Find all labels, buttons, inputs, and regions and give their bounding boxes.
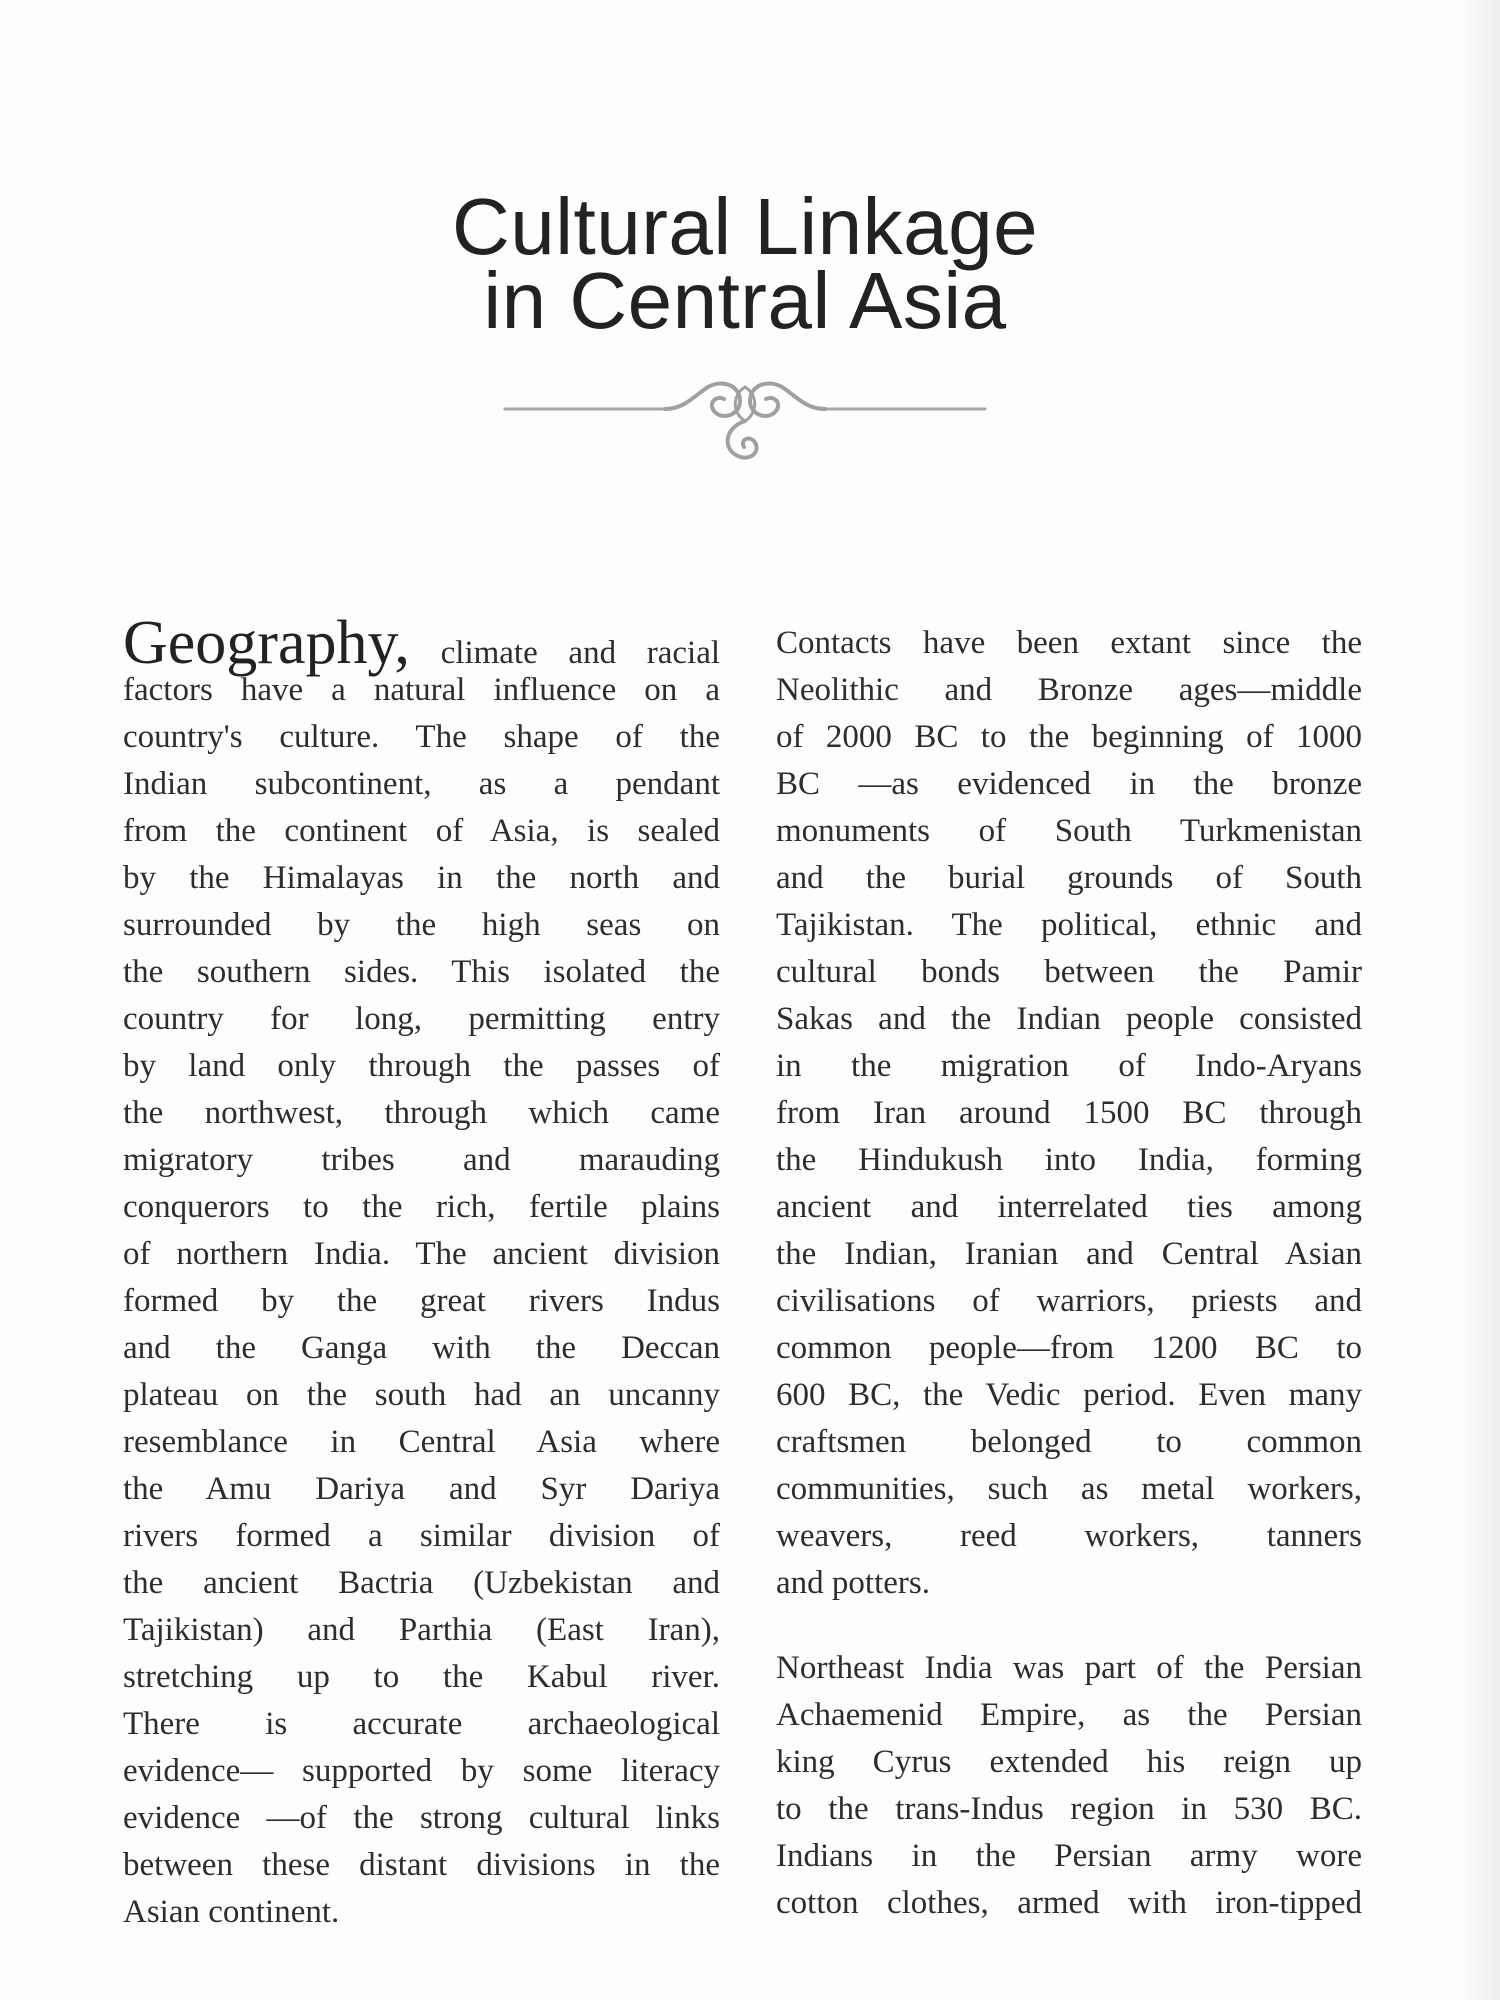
text-line: from the continent of Asia, is sealed	[123, 813, 720, 849]
text-line: There is accurate archaeological	[123, 1706, 720, 1742]
text-line: the Hindukush into India, forming	[776, 1142, 1362, 1178]
text-line: 600 BC, the Vedic period. Even many	[776, 1377, 1362, 1413]
text-line: migratory tribes and marauding	[123, 1142, 720, 1178]
text-line: king Cyrus extended his reign up	[776, 1744, 1362, 1780]
chapter-title-line-2: in Central Asia	[483, 256, 1007, 345]
text-line: cultural bonds between the Pamir	[776, 954, 1362, 990]
text-line: factors have a natural influence on a	[123, 672, 720, 708]
text-line: Neolithic and Bronze ages—middle	[776, 672, 1362, 708]
text-line: craftsmen belonged to common	[776, 1424, 1362, 1460]
lead-word: Geography,	[123, 609, 410, 677]
scroll-flourish-divider-icon	[500, 365, 990, 475]
left-text-column	[123, 609, 721, 1936]
text-line: common people—from 1200 BC to	[776, 1330, 1362, 1366]
text-line: Asian continent.	[123, 1894, 340, 1930]
text-line: cotton clothes, armed with iron-tipped	[776, 1885, 1362, 1921]
text-line: of northern India. The ancient division	[123, 1236, 720, 1272]
text-line: plateau on the south had an uncanny	[123, 1377, 720, 1413]
text-line: surrounded by the high seas on	[123, 907, 720, 943]
text-line: Tajikistan. The political, ethnic and	[776, 907, 1362, 943]
text-line: civilisations of warriors, priests and	[776, 1283, 1362, 1319]
text-line: communities, such as metal workers,	[776, 1471, 1362, 1507]
chapter-title	[0, 182, 1490, 345]
text-line: the ancient Bactria (Uzbekistan and	[123, 1565, 720, 1601]
text-line: and the burial grounds of South	[776, 860, 1362, 896]
text-line: ancient and interrelated ties among	[776, 1189, 1362, 1225]
text-line: in the migration of Indo-Aryans	[776, 1048, 1362, 1084]
text-line: evidence —of the strong cultural links	[123, 1800, 720, 1836]
text-line: Achaemenid Empire, as the Persian	[776, 1697, 1362, 1733]
text-line: Tajikistan) and Parthia (East Iran),	[123, 1612, 720, 1648]
text-line: conquerors to the rich, fertile plains	[123, 1189, 720, 1225]
text-line: weavers, reed workers, tanners	[776, 1518, 1362, 1554]
paragraph-achaemenid	[776, 1645, 1362, 1927]
text-line: Geography, climate and racial	[123, 609, 721, 677]
text-line: evidence— supported by some literacy	[123, 1753, 720, 1789]
text-line: formed by the great rivers Indus	[123, 1283, 720, 1319]
text-line: country's culture. The shape of the	[123, 719, 720, 755]
text-line: by the Himalayas in the north and	[123, 860, 720, 896]
text-line: and potters.	[776, 1565, 930, 1601]
text-line: rivers formed a similar division of	[123, 1518, 720, 1554]
text-line: to the trans-Indus region in 530 BC.	[776, 1791, 1362, 1827]
right-text-column	[776, 620, 1362, 1927]
text-line: resemblance in Central Asia where	[123, 1424, 720, 1460]
text-line: Sakas and the Indian people consisted	[776, 1001, 1362, 1037]
text-line: country for long, permitting entry	[123, 1001, 720, 1037]
text-line: Northeast India was part of the Persian	[776, 1650, 1362, 1686]
text-line: the northwest, through which came	[123, 1095, 720, 1131]
text-line: monuments of South Turkmenistan	[776, 813, 1362, 849]
text-line: the Amu Dariya and Syr Dariya	[123, 1471, 720, 1507]
text-line: BC —as evidenced in the bronze	[776, 766, 1362, 802]
chapter-title-line-1: Cultural Linkage	[451, 182, 1039, 271]
text-line: of 2000 BC to the beginning of 1000	[776, 719, 1362, 755]
text-line: stretching up to the Kabul river.	[123, 1659, 720, 1695]
text-line: and the Ganga with the Deccan	[123, 1330, 720, 1366]
text-line: Indians in the Persian army wore	[776, 1838, 1362, 1874]
text-line: the southern sides. This isolated the	[123, 954, 720, 990]
text-line: by land only through the passes of	[123, 1048, 720, 1084]
paragraph-contacts	[776, 620, 1362, 1607]
paragraph-gap	[776, 1607, 1362, 1645]
text-line: Contacts have been extant since the	[776, 625, 1362, 661]
text-line: from Iran around 1500 BC through	[776, 1095, 1362, 1131]
text-line: between these distant divisions in the	[123, 1847, 720, 1883]
text-line: the Indian, Iranian and Central Asian	[776, 1236, 1362, 1272]
text-line: Indian subcontinent, as a pendant	[123, 766, 720, 802]
